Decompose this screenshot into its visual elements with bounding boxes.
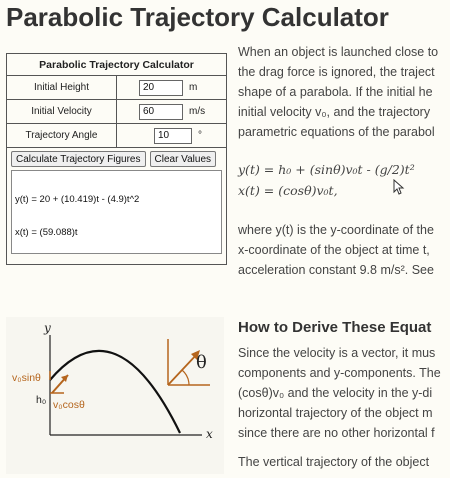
parabola-curve — [50, 351, 180, 433]
derive-paragraph — [238, 343, 441, 443]
text-line: When an object is launched close to — [238, 45, 439, 59]
h0-label: h₀ — [36, 394, 47, 406]
last-line: The vertical trajectory of the object — [238, 455, 430, 469]
vcos-label: v₀cosθ — [53, 399, 85, 411]
button-row — [7, 148, 226, 170]
trajectory-diagram — [6, 317, 224, 474]
trajectory-angle-label: Trajectory Angle — [7, 124, 117, 147]
initial-velocity-row — [7, 100, 226, 124]
text-line: shape of a parabola. If the initial he — [238, 85, 433, 99]
intro-paragraph — [238, 42, 438, 142]
trajectory-angle-row — [7, 124, 226, 148]
text-line: x-coordinate of the object at time t, — [238, 243, 430, 257]
initial-height-unit: m — [189, 82, 198, 93]
text-line: where y(t) is the y-coordinate of the — [238, 223, 434, 237]
text-line: since there are no other horizontal f — [238, 426, 435, 440]
initial-velocity-input[interactable] — [139, 104, 183, 120]
initial-velocity-label: Initial Velocity — [7, 100, 117, 123]
angle-arc — [182, 370, 189, 385]
result-line: x(t) = (59.088)t — [15, 227, 78, 238]
mouse-cursor-icon — [393, 179, 405, 195]
text-line: initial velocity v₀, and the trajectory — [238, 105, 431, 119]
theta-label: θ — [196, 352, 207, 373]
initial-height-input[interactable] — [139, 80, 183, 96]
equation-x: x(t) = (cosθ)v₀t, — [238, 183, 338, 198]
initial-height-row — [7, 76, 226, 100]
section-heading: How to Derive These Equat — [238, 319, 432, 336]
where-paragraph — [238, 220, 434, 280]
text-line: the drag force is ignored, the traject — [238, 65, 435, 79]
calculator-header: Parabolic Trajectory Calculator — [7, 54, 226, 76]
text-line: components and y-components. The — [238, 366, 441, 380]
calculate-button[interactable]: Calculate Trajectory Figures — [11, 151, 146, 167]
text-line: Since the velocity is a vector, it mus — [238, 346, 436, 360]
initial-velocity-unit: m/s — [189, 106, 206, 117]
y-axis-label: y — [44, 321, 51, 335]
equation-y: y(t) = h₀ + (sinθ)v₀t - (g/2)t² — [238, 162, 415, 177]
vsin-label: v₀sinθ — [12, 372, 41, 384]
initial-height-label: Initial Height — [7, 76, 117, 99]
clear-button[interactable]: Clear Values — [150, 151, 217, 167]
result-line: y(t) = 20 + (10.419)t - (4.9)t^2 — [15, 194, 140, 205]
trajectory-angle-unit: ° — [198, 130, 202, 141]
trajectory-calculator — [6, 53, 227, 265]
text-line: horizontal trajectory of the object m — [238, 406, 433, 420]
inset-vector — [168, 353, 198, 385]
page-title: Parabolic Trajectory Calculator — [6, 2, 389, 32]
text-line: (cosθ)v₀ and the velocity in the y-di — [238, 386, 433, 400]
result-textarea[interactable] — [11, 170, 222, 254]
x-axis-label: x — [206, 427, 213, 441]
text-line: parametric equations of the parabol — [238, 125, 435, 139]
text-line: acceleration constant 9.8 m/s². See — [238, 263, 434, 277]
trajectory-angle-input[interactable] — [154, 128, 192, 144]
